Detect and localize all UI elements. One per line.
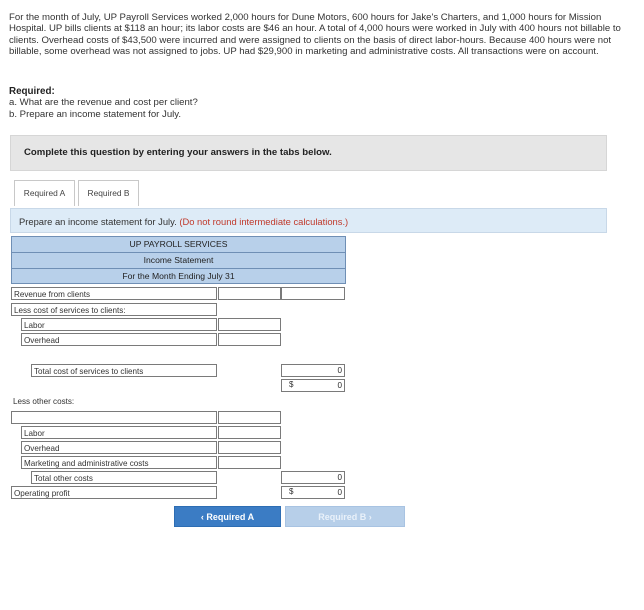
prompt-instruction: Prepare an income statement for July. xyxy=(19,216,177,227)
total-other-label[interactable]: Total other costs xyxy=(31,471,217,484)
overhead-amount-input[interactable] xyxy=(218,333,281,346)
problem-statement: For the month of July, UP Payroll Services worked 2,000 hours for Dune Motors, 600 hours for Jake's Charters, and 1,000 hours for Mission Hospital. UP bills clients at $118 an hour; its labor costs are $46 an hour. A total of 4,000 hours were worked in July with 400 hours not billable to clients. Overhead costs of $43,500 were incurred and were assigned to clients on the basis of direct labor-hours. Because 400 hours were not billable, some overhead was not assigned to jobs. UP had $29,900 in marketing and administrative costs. All transactions were on account. xyxy=(9,12,621,58)
income-statement xyxy=(11,236,346,544)
prompt-bar xyxy=(10,208,607,233)
overhead2-label[interactable]: Overhead xyxy=(21,441,217,454)
instructions-text: Complete this question by entering your answers in the tabs below. xyxy=(24,147,332,158)
prompt-text xyxy=(19,216,348,227)
labor-label[interactable]: Labor xyxy=(21,318,217,331)
tab-required-b[interactable]: Required B xyxy=(78,180,139,206)
blank-amount-input[interactable] xyxy=(218,411,281,424)
row-overhead-2 xyxy=(11,440,346,455)
labor2-label[interactable]: Labor xyxy=(21,426,217,439)
row-total-cost xyxy=(11,363,346,378)
operating-profit-label[interactable]: Operating profit xyxy=(11,486,217,499)
row-labor xyxy=(11,317,346,332)
operating-profit-value: 0 xyxy=(281,486,345,499)
row-overhead xyxy=(11,332,346,347)
row-marketing xyxy=(11,455,346,470)
row-blank-1 xyxy=(11,410,346,425)
required-b-text: b. Prepare an income statement for July. xyxy=(9,109,182,120)
revenue-input-2[interactable] xyxy=(281,287,345,300)
next-required-b-button[interactable]: Required B › xyxy=(285,506,405,527)
operating-currency: $ xyxy=(289,487,294,496)
statement-title: Income Statement xyxy=(11,252,346,268)
row-gross xyxy=(11,378,346,393)
overhead-label[interactable]: Overhead xyxy=(21,333,217,346)
statement-body xyxy=(11,284,346,544)
total-cost-label[interactable]: Total cost of services to clients xyxy=(31,364,217,377)
less-cost-label[interactable]: Less cost of services to clients: xyxy=(11,303,217,316)
statement-period: For the Month Ending July 31 xyxy=(11,268,346,284)
row-revenue xyxy=(11,286,346,301)
instructions-box xyxy=(10,135,607,171)
row-operating-profit xyxy=(11,485,346,500)
previous-required-a-button[interactable]: ‹ Required A xyxy=(174,506,281,527)
labor2-amount-input[interactable] xyxy=(218,426,281,439)
row-total-other xyxy=(11,470,346,485)
marketing-amount-input[interactable] xyxy=(218,456,281,469)
row-less-other xyxy=(11,394,346,409)
total-cost-value: 0 xyxy=(281,364,345,377)
gross-value: 0 xyxy=(281,379,345,392)
revenue-label[interactable]: Revenue from clients xyxy=(11,287,217,300)
less-other-label: Less other costs: xyxy=(11,395,217,408)
prompt-note: (Do not round intermediate calculations.) xyxy=(179,216,349,227)
row-less-cost xyxy=(11,302,346,317)
labor-amount-input[interactable] xyxy=(218,318,281,331)
tab-required-a[interactable]: Required A xyxy=(14,180,75,206)
blank-label-input[interactable] xyxy=(11,411,217,424)
overhead2-amount-input[interactable] xyxy=(218,441,281,454)
total-other-value: 0 xyxy=(281,471,345,484)
required-heading: Required: xyxy=(9,86,55,97)
gross-currency: $ xyxy=(289,380,294,389)
statement-company: UP PAYROLL SERVICES xyxy=(11,236,346,252)
revenue-input-1[interactable] xyxy=(218,287,281,300)
marketing-label[interactable]: Marketing and administrative costs xyxy=(21,456,217,469)
row-labor-2 xyxy=(11,425,346,440)
required-a-text: a. What are the revenue and cost per client? xyxy=(9,97,198,108)
